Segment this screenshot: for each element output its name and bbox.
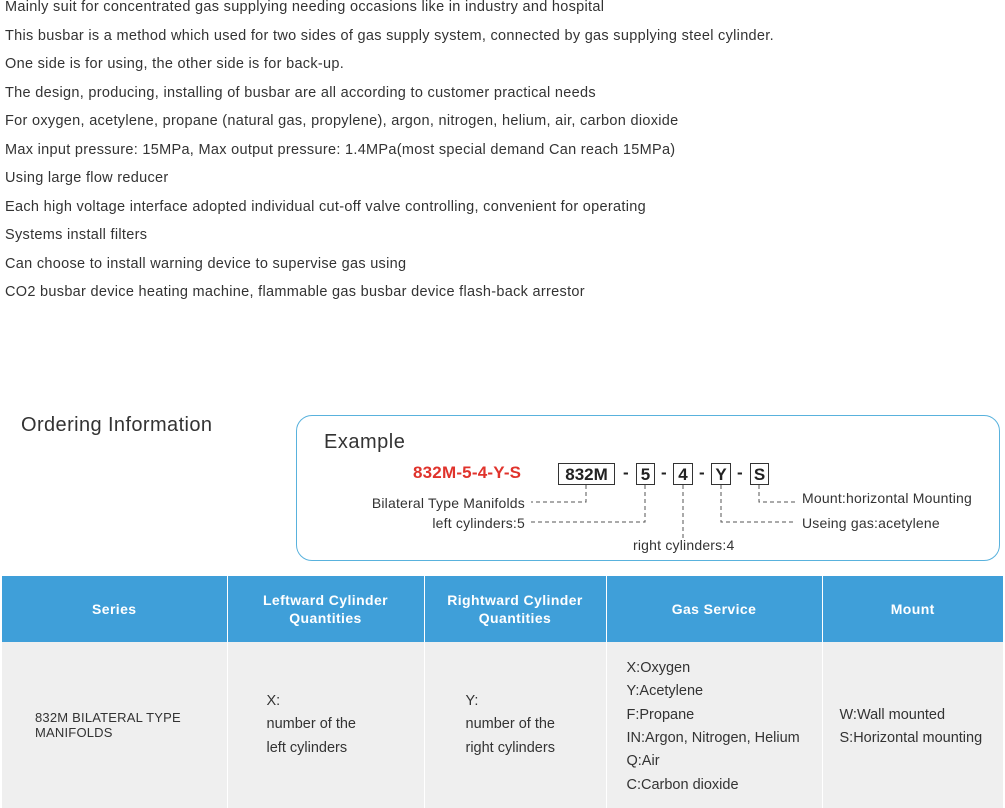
ordering-table bbox=[2, 576, 1003, 808]
example-title: Example bbox=[324, 431, 406, 453]
feature-item: Can choose to install warning device to supervise gas using bbox=[5, 255, 407, 272]
table-row bbox=[2, 642, 1003, 808]
cell-right-quantity: Y: number of the right cylinders bbox=[424, 642, 606, 808]
segment-separator: - bbox=[699, 463, 705, 482]
leader-line-gas bbox=[721, 485, 795, 522]
feature-item: CO2 busbar device heating machine, flammable gas busbar device flash-back arrestor bbox=[5, 284, 585, 300]
header-rightward-cylinder-quantities: Rightward Cylinder Quantities bbox=[424, 576, 606, 642]
cell-mount: W:Wall mounted S:Horizontal mounting bbox=[822, 642, 1003, 808]
header-series: Series bbox=[2, 576, 227, 642]
feature-item: Systems install filters bbox=[5, 227, 148, 243]
segment-separator: - bbox=[737, 463, 743, 482]
feature-item: This busbar is a method which used for two sides of gas supply system, connected by gas supplying steel cylinder. bbox=[5, 27, 774, 44]
annotation-left-cylinders: left cylinders:5 bbox=[432, 515, 525, 531]
leader-line-left bbox=[531, 485, 645, 522]
segment-separator: - bbox=[661, 463, 667, 482]
example-model-code: 832M-5-4-Y-S bbox=[413, 463, 522, 482]
feature-item: Mainly suit for concentrated gas supplying needing occasions like in industry and hospital bbox=[5, 0, 605, 15]
table-header-row bbox=[2, 576, 1003, 642]
feature-item: One side is for using, the other side is for back-up. bbox=[5, 56, 345, 72]
feature-item: For oxygen, acetylene, propane (natural gas, propylene), argon, nitrogen, helium, air, carbon dioxide bbox=[5, 113, 679, 129]
header-mount: Mount bbox=[822, 576, 1003, 642]
header-gas-service: Gas Service bbox=[606, 576, 822, 642]
segment-series: 832M bbox=[558, 463, 615, 485]
leader-line-mount bbox=[759, 485, 795, 502]
cell-left-quantity: X: number of the left cylinders bbox=[227, 642, 424, 808]
annotation-type: Bilateral Type Manifolds bbox=[371, 495, 525, 511]
segment-right-qty: 4 bbox=[673, 463, 693, 485]
feature-item: Each high voltage interface adopted individual cut-off valve controlling, convenient for operating bbox=[5, 198, 646, 215]
cell-gas-service: X:Oxygen Y:Acetylene F:Propane IN:Argon, Nitrogen, Helium Q:Air C:Carbon dioxide bbox=[606, 642, 822, 808]
segment-separator: - bbox=[623, 463, 629, 482]
feature-item: Using large flow reducer bbox=[5, 170, 169, 186]
annotation-mount: Mount:horizontal Mounting bbox=[802, 490, 972, 506]
cell-series: 832M BILATERAL TYPE MANIFOLDS bbox=[2, 642, 227, 808]
segment-gas: Y bbox=[711, 463, 731, 485]
leader-line-type bbox=[531, 485, 586, 502]
segment-left-qty: 5 bbox=[636, 463, 655, 485]
header-leftward-cylinder-quantities: Leftward Cylinder Quantities bbox=[227, 576, 424, 642]
feature-item: Max input pressure: 15MPa, Max output pressure: 1.4MPa(most special demand Can reach 15MPa) bbox=[5, 141, 676, 158]
segment-mount: S bbox=[750, 463, 769, 485]
annotation-gas: Useing gas:acetylene bbox=[802, 515, 940, 531]
ordering-info-title: Ordering Information bbox=[21, 414, 213, 436]
feature-item: The design, producing, installing of busbar are all according to customer practical needs bbox=[5, 84, 596, 101]
annotation-right-cylinders: right cylinders:4 bbox=[633, 537, 735, 553]
